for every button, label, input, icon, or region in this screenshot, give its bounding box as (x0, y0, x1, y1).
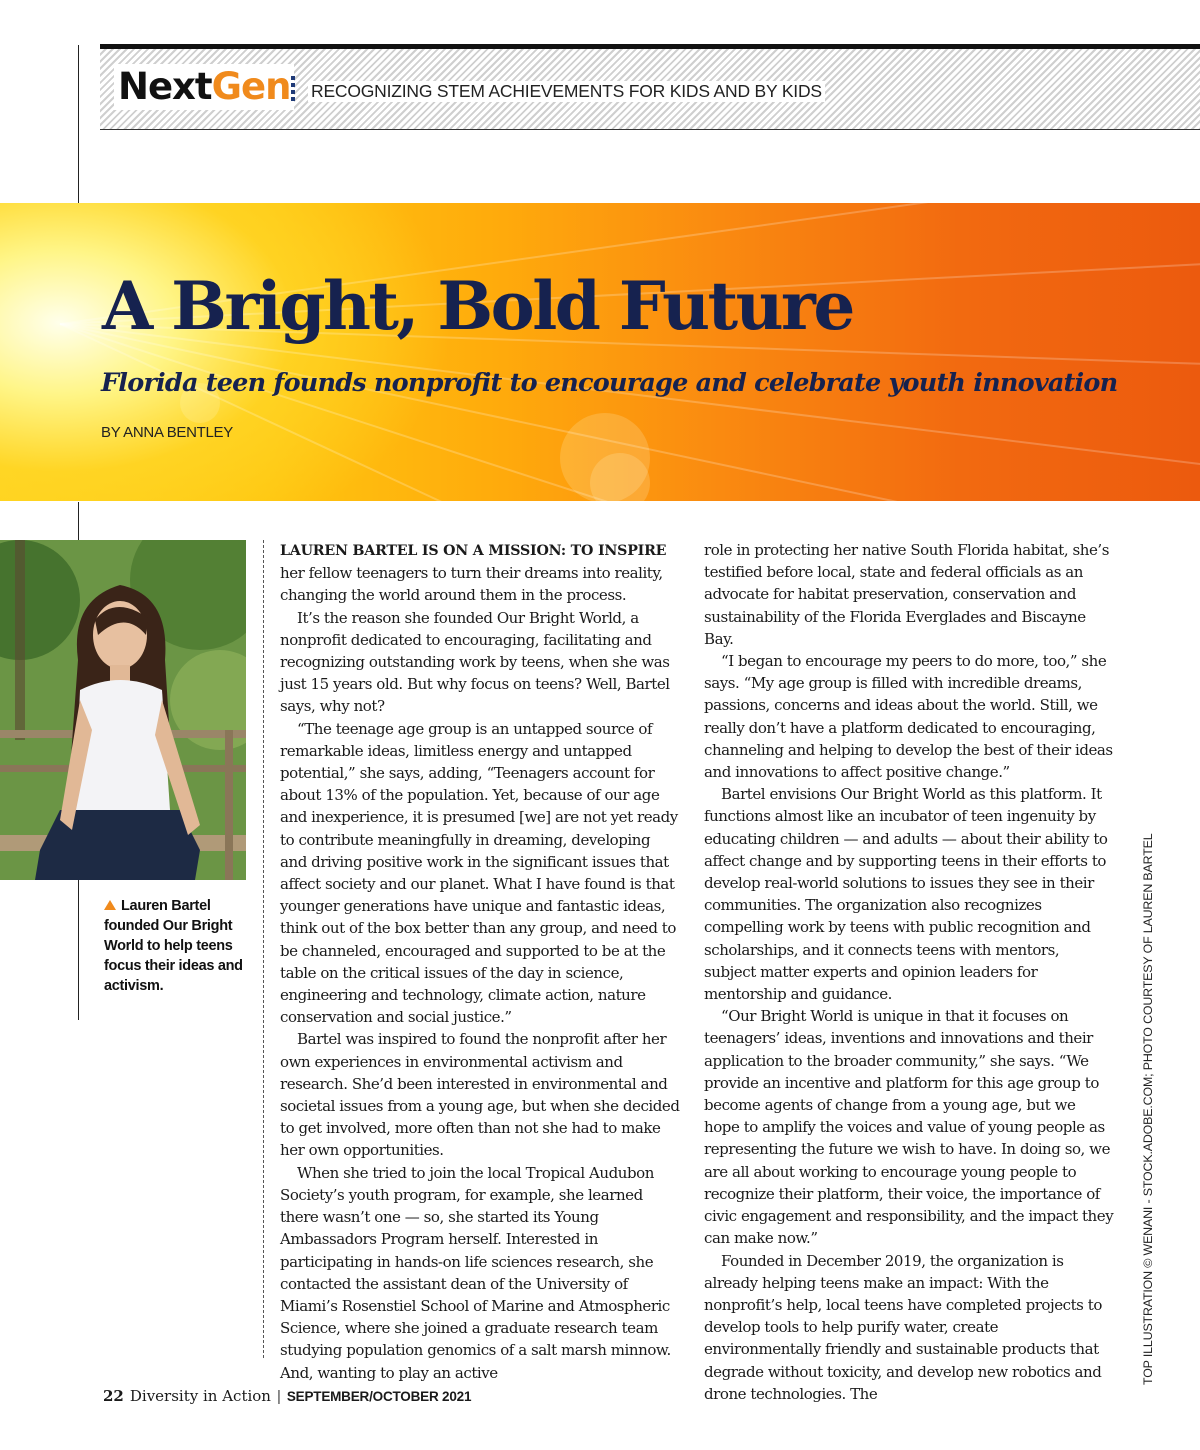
paragraph: “I began to encourage my peers to do more, too,” she says. “My age group is filled with incredible dreams, passions, concerns and ideas about the world. Still, we really don’t have a platform dedicated to encouraging, channeling and helping to develop the best of their ideas and innovations to affect positive change.” (704, 652, 1113, 782)
paragraph: Founded in December 2019, the organization is already helping teens make an impact: With the nonprofit’s help, local teens have completed projects to develop tools to help purify water, create environmentally friendly and sustainable products that degrade without toxicity, and develop new robotics and drone technologies. The (704, 1251, 1102, 1403)
paragraph: “Our Bright World is unique in that it focuses on teenagers’ ideas, inventions and innovations and their application to the broader community,” she says. “We provide an incentive and platform for this age group to become agents of change from a young age, but we hope to amplify the voices and value of young people as representing the future we wish to have. In doing so, we are all about working to encourage young people to recognize their platform, their voice, the importance of civic engagement and responsibility, and the impact they can make now.” (704, 1007, 1114, 1248)
column-divider (263, 540, 264, 1358)
paragraph: “The teenage age group is an untapped source of remarkable ideas, limitless energy and untapped potential,” she says, adding, “Teenagers account for about 13% of the population. Yet, because of our age and inexperience, it is presumed [we] are not yet ready to contribute meaningfully in dreaming, developing and driving positive work in the significant issues that affect society and our planet. What I have found is that younger generations have unique and fantastic ideas, think out of the box better than any group, and need to be channeled, encouraged and supported to be at the table on the critical issues of the day in science, engineering and technology, climate action, nature conservation and social justice.” (280, 719, 678, 1027)
section-brand (114, 64, 294, 110)
section-header (100, 49, 1200, 130)
footer-separator: | (276, 1388, 281, 1405)
portrait-illustration (0, 540, 246, 880)
caption-triangle-icon (104, 900, 116, 910)
issue-date: SEPTEMBER/OCTOBER 2021 (286, 1389, 472, 1404)
article-column-2 (704, 539, 1114, 1405)
left-margin-rule-top (78, 45, 79, 203)
article-title: A Bright, Bold Future (102, 267, 853, 345)
lead-in: LAUREN BARTEL IS ON A MISSION: TO INSPIRE (280, 543, 667, 559)
article-byline: BY ANNA BENTLEY (101, 424, 233, 441)
brand-gen: Gen (211, 65, 291, 108)
hero-banner (0, 203, 1200, 501)
page-number: 22 (103, 1387, 124, 1405)
portrait-photo (0, 540, 246, 880)
article-column-1 (280, 539, 680, 1384)
caption-text: Lauren Bartel founded Our Bright World to help teens focus their ideas and activism. (104, 898, 243, 994)
brand-next: Next (118, 65, 212, 108)
paragraph (280, 539, 680, 607)
photo-caption (104, 896, 249, 996)
paragraph: Bartel was inspired to found the nonprofit after her own experiences in environmental activism and research. She’d been interested in environmental and societal issues from a young age, but when she decided to get involved, more often than not she had to make her own opportunities. (280, 1030, 680, 1160)
paragraph-text: her fellow teenagers to turn their dreams into reality, changing the world around them in the process. (280, 564, 663, 605)
article-subtitle: Florida teen founds nonprofit to encourage and celebrate youth innovation (101, 368, 1118, 398)
image-credit: TOP ILLUSTRATION © WENANI - STOCK.ADOBE.COM; PHOTO COURTESY OF LAUREN BARTEL (1141, 833, 1155, 1385)
paragraph: It’s the reason she founded Our Bright World, a nonprofit dedicated to encouraging, facilitating and recognizing outstanding work by teens, when she was just 15 years old. But why focus on teens? Well, Bartel says, why not? (280, 608, 670, 716)
page-footer (103, 1387, 471, 1405)
paragraph: role in protecting her native South Florida habitat, she’s testified before local, state and federal officials as an advocate for habitat preservation, conservation and sustainability of the Florida Everglades and Biscayne Bay. (704, 541, 1109, 648)
paragraph: When she tried to join the local Tropical Audubon Society’s youth program, for example, she learned there wasn’t one — so, she started its Young Ambassadors Program herself. Interested in participating in hands-on life sciences research, she contacted the assistant dean of the University of Miami’s Rosenstiel School of Marine and Atmospheric Science, where she joined a graduate research team studying population genomics of a salt marsh minnow. And, wanting to play an active (280, 1163, 671, 1382)
section-tagline: RECOGNIZING STEM ACHIEVEMENTS FOR KIDS AND BY KIDS (308, 81, 825, 102)
magazine-name: Diversity in Action (129, 1387, 271, 1405)
brand-separator (291, 76, 295, 104)
paragraph: Bartel envisions Our Bright World as this platform. It functions almost like an incubator of teen ingenuity by educating children — and adults — about their ability to affect change and by supporting teens in their efforts to develop real-world solutions to issues they see in their communities. The organization also recognizes compelling work by teens with public recognition and scholarships, and it connects teens with mentors, subject matter experts and opinion leaders for mentorship and guidance. (704, 785, 1108, 1004)
